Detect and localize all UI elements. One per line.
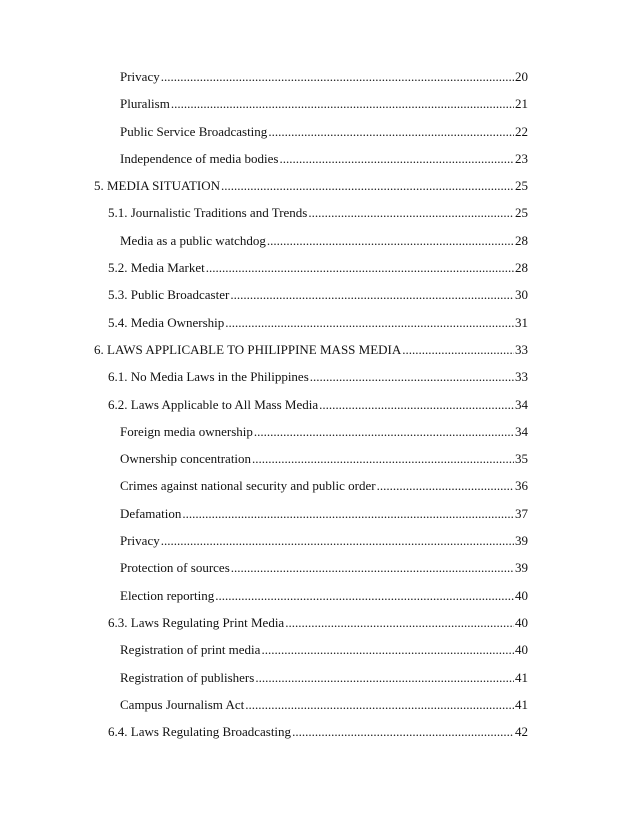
toc-entry[interactable] [0, 254, 638, 281]
toc-dot-leader [225, 309, 514, 336]
toc-entry-title: 6.2. Laws Applicable to All Mass Media [108, 396, 319, 412]
toc-entry[interactable] [0, 391, 638, 418]
toc-dot-leader [161, 527, 514, 554]
toc-entry[interactable] [0, 445, 638, 472]
toc-entry[interactable] [0, 63, 638, 90]
toc-entry-title: 6.3. Laws Regulating Print Media [108, 614, 285, 630]
toc-entry-title: Privacy [120, 533, 160, 549]
toc-entry[interactable] [0, 691, 638, 718]
toc-entry-title: Protection of sources [120, 560, 230, 576]
toc-entry-title: 6.4. Laws Regulating Broadcasting [108, 724, 292, 740]
toc-dot-leader [377, 472, 514, 499]
toc-entry-page-number: 21 [515, 96, 528, 112]
toc-dot-leader [221, 172, 514, 199]
toc-dot-leader [254, 418, 514, 445]
toc-entry-page-number: 28 [515, 260, 528, 276]
toc-entry-title: Election reporting [120, 587, 215, 603]
toc-entry-title: Public Service Broadcasting [120, 123, 268, 139]
toc-entry[interactable] [0, 664, 638, 691]
toc-dot-leader [261, 636, 514, 663]
toc-entry-title: Crimes against national security and public order [120, 478, 376, 494]
toc-dot-leader [268, 118, 514, 145]
toc-entry-page-number: 39 [515, 560, 528, 576]
toc-entry[interactable] [0, 554, 638, 581]
toc-entry-title: Registration of print media [120, 642, 261, 658]
toc-entry-title: 5.3. Public Broadcaster [108, 287, 230, 303]
toc-entry-page-number: 41 [515, 696, 528, 712]
toc-entry[interactable] [0, 418, 638, 445]
toc-entry-title: 5.4. Media Ownership [108, 314, 225, 330]
toc-dot-leader [161, 63, 514, 90]
toc-entry-page-number: 40 [515, 587, 528, 603]
toc-entry-title: Defamation [120, 505, 182, 521]
toc-entry-page-number: 37 [515, 505, 528, 521]
toc-dot-leader [319, 391, 514, 418]
toc-entry-title: Pluralism [120, 96, 170, 112]
toc-entry-page-number: 33 [515, 341, 528, 357]
toc-dot-leader [308, 199, 514, 226]
toc-dot-leader [182, 500, 514, 527]
toc-entry-page-number: 34 [515, 396, 528, 412]
toc-entry-title: Ownership concentration [120, 451, 252, 467]
table-of-contents [0, 63, 638, 745]
toc-dot-leader [231, 554, 514, 581]
toc-entry[interactable] [0, 309, 638, 336]
toc-entry[interactable] [0, 609, 638, 636]
toc-entry[interactable] [0, 90, 638, 117]
toc-entry-title: Registration of publishers [120, 669, 255, 685]
toc-entry-page-number: 40 [515, 614, 528, 630]
toc-dot-leader [267, 227, 514, 254]
toc-entry-page-number: 34 [515, 423, 528, 439]
toc-entry-page-number: 30 [515, 287, 528, 303]
toc-entry-page-number: 23 [515, 150, 528, 166]
toc-entry-title: Independence of media bodies [120, 150, 279, 166]
toc-entry-page-number: 20 [515, 69, 528, 84]
toc-entry-page-number: 42 [515, 724, 528, 740]
toc-dot-leader [279, 145, 514, 172]
toc-entry-page-number: 28 [515, 232, 528, 248]
toc-entry-page-number: 25 [515, 178, 528, 194]
toc-entry-title: 6.1. No Media Laws in the Philippines [108, 369, 309, 385]
toc-entry[interactable] [0, 527, 638, 554]
toc-entry-title: 5.2. Media Market [108, 260, 205, 276]
toc-entry-page-number: 33 [515, 369, 528, 385]
toc-entry-page-number: 36 [515, 478, 528, 494]
toc-entry-title: Media as a public watchdog [120, 232, 266, 248]
toc-entry[interactable] [0, 472, 638, 499]
toc-entry-title: Foreign media ownership [120, 423, 253, 439]
toc-entry-page-number: 39 [515, 533, 528, 549]
toc-dot-leader [206, 254, 514, 281]
toc-entry[interactable] [0, 363, 638, 390]
toc-entry-page-number: 41 [515, 669, 528, 685]
toc-entry-title: 5. MEDIA SITUATION [94, 178, 221, 194]
toc-entry[interactable] [0, 118, 638, 145]
toc-entry-title: 6. LAWS APPLICABLE TO PHILIPPINE MASS MEDIA [94, 341, 402, 357]
toc-entry[interactable] [0, 172, 638, 199]
toc-dot-leader [215, 582, 514, 609]
toc-entry[interactable] [0, 145, 638, 172]
toc-entry[interactable] [0, 500, 638, 527]
toc-entry[interactable] [0, 336, 638, 363]
toc-dot-leader [230, 281, 514, 308]
toc-entry-title: Campus Journalism Act [120, 696, 245, 712]
toc-dot-leader [292, 718, 514, 745]
toc-entry-page-number: 25 [515, 205, 528, 221]
toc-entry[interactable] [0, 582, 638, 609]
toc-dot-leader [285, 609, 514, 636]
toc-entry-title: 5.1. Journalistic Traditions and Trends [108, 205, 308, 221]
toc-entry[interactable] [0, 718, 638, 745]
toc-dot-leader [402, 336, 514, 363]
toc-entry[interactable] [0, 199, 638, 226]
toc-entry[interactable] [0, 636, 638, 663]
toc-dot-leader [310, 363, 514, 390]
toc-entry[interactable] [0, 281, 638, 308]
toc-entry-page-number: 40 [515, 642, 528, 658]
toc-dot-leader [255, 664, 514, 691]
toc-entry-page-number: 35 [515, 451, 528, 467]
toc-dot-leader [245, 691, 514, 718]
toc-entry-page-number: 22 [515, 123, 528, 139]
toc-entry[interactable] [0, 227, 638, 254]
toc-entry-page-number: 31 [515, 314, 528, 330]
toc-dot-leader [252, 445, 514, 472]
toc-dot-leader [171, 90, 514, 117]
toc-entry-title: Privacy [120, 69, 160, 84]
